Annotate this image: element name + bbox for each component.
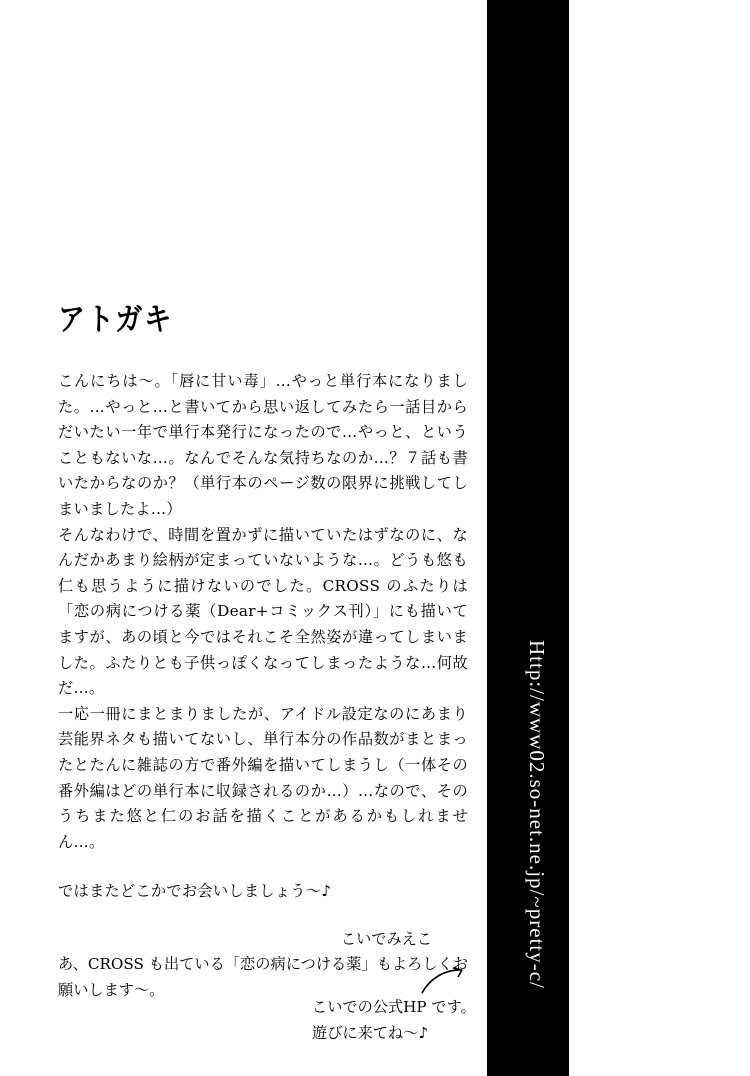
arrow-icon — [420, 966, 466, 996]
hp-note-line-1: こいでの公式HP です。 — [312, 998, 476, 1016]
page-title: アトガキ — [58, 302, 174, 338]
farewell-line: ではまたどこかでお会いしましょう〜♪ — [58, 882, 332, 901]
website-url-vertical — [524, 640, 549, 720]
paragraph-1: こんにちは〜。「唇に甘い毒」…やっと単行本になりました。…やっと…と書いてから思い返してみたら一話目からだいたい一年で単行本発行になったので…やっと、ということもないな…。なんでそんな気持ちなのか…？７話も書いたからなのか？（単行本のページ数の限界に挑戦してしまいましたよ…） — [58, 372, 468, 518]
paragraph-3: 一応一冊にまとまりましたが、アイドル設定なのにあまり芸能界ネタも描いてないし、単行本分の作品数がまとまったとたんに雑誌の方で番外編を描いてしまうし（一体その番外編はどの単行本に収録されるのか…）…なので、そのうちまた悠と仁のお話を描くことがあるかもしれません…。 — [58, 704, 468, 851]
hp-note-line-2: 遊びに来てね〜♪ — [312, 1023, 429, 1042]
author-signature: こいでみえこ — [340, 929, 432, 948]
spacer — [58, 855, 468, 879]
closing-note: あ、CROSS も出ている「恋の病につける薬」もよろしくお願いします〜。 — [58, 955, 468, 1000]
paragraph-2: そんなわけで、時間を置かずに描いていたはずなのに、なんだかあまり絵柄が定まっていないような…。どうも悠も仁も思うように描けないのでした。CROSS のふたりは「恋の病につける薬（Dear+コミックス刊）」にも描いてますが、あの頃と今ではそれこそ全然姿が違ってしまいました。ふたりとも子供っぽくなってしまったような…何故だ…。 — [58, 525, 468, 698]
afterword-article — [58, 300, 468, 1019]
hp-note — [312, 995, 476, 1046]
